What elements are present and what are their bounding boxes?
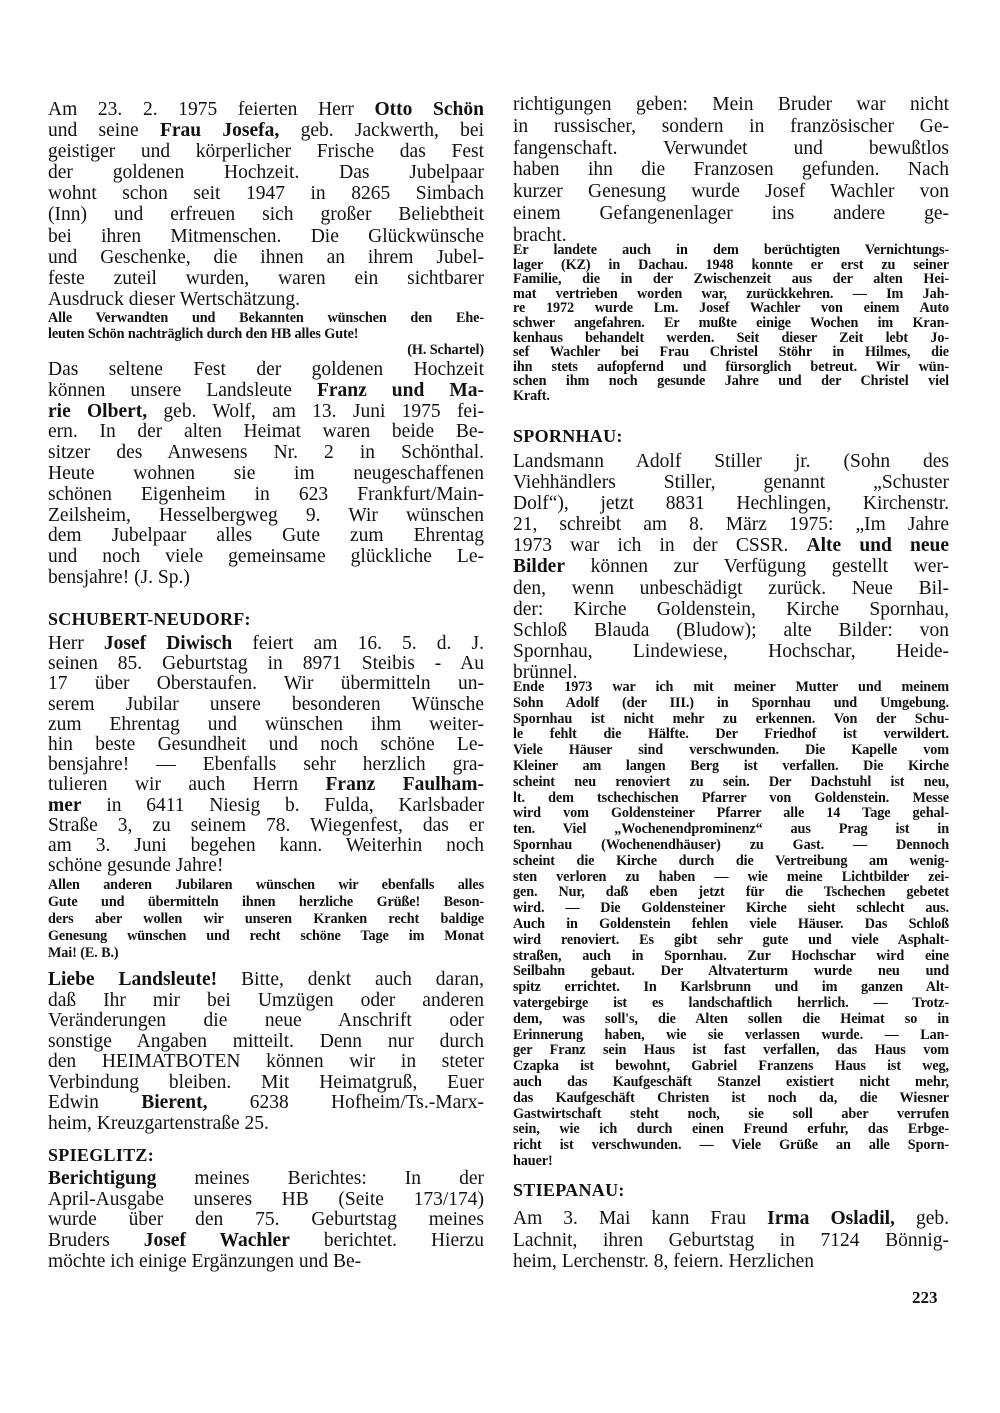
text-line: Heute wohnen sie im neugeschaffenen [48, 462, 484, 484]
text-line: Erinnerung haben, wie sie verlassen wurde. — Lan- [513, 1026, 949, 1043]
text-line: heim, Kreuzgartenstraße 25. [48, 1112, 269, 1134]
bold-name: Bierent, [141, 1092, 208, 1113]
bold-name: Frau Josefa, [159, 120, 280, 142]
text-line: das Kaufgeschäft Christen ist noch da, die Wiesner [513, 1089, 949, 1106]
text-line: tulieren wir auch Herrn Franz Faulham- [48, 774, 484, 796]
text-line: schwer angefahren. Er mußte einige Wochen im Kran- [513, 314, 949, 331]
text-line: Gute und übermitteln ihnen herzliche Grüße! Beson- [48, 894, 484, 910]
text-line: am 3. Juni begehen kann. Weiterhin noch [48, 835, 484, 857]
text-line: bensjahre! — Ebenfalls sehr herzlich gra- [48, 754, 484, 776]
text-line: Sohn Adolf (der III.) in Spornhau und Umgebung. [513, 694, 949, 711]
bold-name: Liebe Landsleute! [48, 969, 218, 990]
text-line: Alle Verwandten und Bekannten wünschen den Ehe- [48, 310, 484, 326]
paragraph-osladil-birthday [513, 1208, 949, 1273]
text-line: Lachnit, ihren Geburtstag in 7124 Bönnig- [513, 1229, 949, 1251]
text-line: haben ihn die Franzosen gefunden. Nach [513, 159, 949, 181]
text-line: zum Ehrentag und wünschen ihm weiter- [48, 713, 484, 735]
text-line: (Inn) und erfreuen sich großer Beliebtheit [48, 204, 484, 226]
text-line: schen ihm noch gesunde Jahre und der Christel viel [513, 373, 949, 390]
text-line: Viele Häuser sind verschwunden. Die Kapelle vom [513, 742, 949, 759]
text-line: Das seltene Fest der goldenen Hochzeit [48, 359, 484, 380]
text-line: wurde über den 75. Geburtstag meines [48, 1209, 484, 1231]
text-line: möchte ich einige Ergänzungen und Be- [48, 1250, 362, 1272]
bold-name: rie Olbert, [48, 400, 148, 422]
text-line: richtigungen geben: Mein Bruder war nicht [513, 94, 949, 115]
note-jubilarians [48, 877, 484, 962]
text-line: spitz errichtet. In Karlsbrunn und im ganzen Alt- [513, 979, 949, 996]
page-number: 223 [912, 1288, 938, 1307]
text-line: Spornhau ist nicht mehr zu erkennen. Von der Schu- [513, 710, 949, 727]
text-line: geistiger und körperlicher Frische das Fest [48, 141, 484, 163]
text-line: lt. dem tschechischen Pfarrer von Goldenstein. Messe [513, 789, 949, 806]
text-line: Czapka ist bewohnt, Gabriel Franzens Haus ist weg, [513, 1058, 949, 1075]
text-line: Dolf“), jetzt 8831 Hechlingen, Kirchenstr. [513, 493, 949, 515]
text-line: Schloß Blauda (Bludow); alte Bilder: von [513, 619, 949, 641]
text-line: 1973 war ich in der CSSR. Alte und neue [513, 535, 949, 557]
text-line: Familie, die in der Zwischenzeit aus der alten Hei- [513, 271, 949, 288]
text-line: straßen, auch in Spornhau. Zur Hochschar wird eine [513, 947, 949, 964]
text-line: in russischer, sondern in französischer Ge- [513, 115, 949, 137]
text-line: leuten Schön nachträglich durch den HB alles Gute! [48, 326, 359, 342]
text-line: 17 über Oberstaufen. Wir übermitteln un- [48, 673, 484, 695]
text-line: Veränderungen die neue Anschrift oder [48, 1010, 484, 1031]
text-line: Am 3. Mai kann Frau Irma Osladil, geb. [513, 1208, 950, 1229]
text-line: mer in 6411 Niesig b. Fulda, Karlsbader [48, 794, 484, 816]
text-line: sef Wachler bei Frau Christel Stöhr in Hilmes, die [513, 344, 949, 361]
bold-name: mer [48, 794, 82, 816]
text-line: feste zuteil wurden, waren ein sichtbarer [48, 267, 484, 289]
text-line: Viehhändlers Stiller, genannt „Schuster [513, 472, 949, 494]
text-line: Bilder können zur Verfügung gestellt wer- [513, 556, 949, 578]
paragraph-stiller-pictures [513, 451, 949, 683]
text-line: bei ihren Mitmenschen. Die Glückwünsche [48, 225, 484, 247]
text-line: hauer! [513, 1152, 553, 1169]
section-heading-schubert-neudorf: SCHUBERT-NEUDORF: [48, 609, 251, 629]
bold-name: Franz Faulham- [325, 774, 484, 796]
note-congratulations-schoen [48, 310, 484, 342]
text-line: richt ist verschwunden. — Viele Grüße an alle Sporn- [513, 1137, 949, 1154]
text-line: Auch in Goldenstein fehlen viele Häuser. Das Schloß [513, 915, 949, 932]
text-line: der goldenen Hochzeit. Das Jubelpaar [48, 162, 484, 184]
text-line: Er landete auch in dem berüchtigten Vernichtungs- [513, 242, 949, 258]
text-line: bensjahre! (J. Sp.) [48, 566, 190, 588]
text-line: le fehlt die Hälfte. Der Friedhof ist verwildert. [513, 726, 949, 743]
text-line: ger Franz sein Haus ist fast verfallen, das Haus vom [513, 1042, 949, 1059]
text-line: serem Jubilar unsere besonderen Wünsche [48, 693, 484, 715]
text-line: scheint neu renoviert zu sein. Der Dachstuhl ist neu, [513, 773, 949, 790]
text-line: können unsere Landsleute Franz und Ma- [48, 379, 484, 401]
text-line: Ende 1973 war ich mit meiner Mutter und meinem [513, 679, 949, 695]
text-line: auch das Kaufgeschäft Stanzel existiert nicht mehr, [513, 1073, 949, 1090]
section-heading-stiepanau: STIEPANAU: [513, 1180, 625, 1200]
bold-name: Alte und neue [806, 535, 949, 557]
text-line: Straße 3, zu seinem 78. Wiegenfest, das er [48, 814, 484, 836]
text-line: Seilbahn gebaut. Der Altvaterturm wurde neu und [513, 963, 949, 980]
text-line: Herr Josef Diwisch feiert am 16. 5. d. J. [48, 633, 484, 654]
text-line: wird vom Goldensteiner Pfarrer alle 14 Tage gehal- [513, 805, 949, 822]
section-heading-spornhau: SPORNHAU: [513, 426, 623, 446]
text-line: dem, was soll's, die Alten sollen die Heimat so in [513, 1010, 949, 1027]
bold-name: Josef Diwisch [103, 633, 233, 654]
text-line: bracht. [513, 224, 567, 246]
text-line: den HEIMATBOTEN können wir in steter [48, 1051, 484, 1072]
text-line: Verbindung bleiben. Mit Heimatgruß, Euer [48, 1071, 484, 1093]
text-line: vatergebirge ist es landschaftlich herrlich. — Trotz- [513, 994, 949, 1011]
text-line: ten. Viel „Wochenendprominenz“ aus Prag ist in [513, 821, 949, 838]
signature-schartel: (H. Schartel) [407, 342, 484, 358]
text-line: kurzer Genesung wurde Josef Wachler von [513, 181, 949, 203]
text-line: und noch viele gemeinsame glückliche Le- [48, 546, 484, 568]
text-line: einem Gefangenenlager ins andere ge- [513, 202, 949, 224]
text-line: Liebe Landsleute! Bitte, denkt auch daran, [48, 969, 484, 990]
text-line: und seine Frau Josefa, geb. Jackwerth, bei [48, 120, 484, 142]
text-line: brünnel. [513, 661, 578, 683]
note-wachler-dachau [513, 243, 949, 404]
paragraph-olbert-golden-wedding [48, 360, 484, 589]
bold-name: Franz und Ma- [316, 379, 484, 401]
text-line: Spornhau, Lindewiese, Hochschar, Heide- [513, 640, 949, 662]
paragraph-diwisch-birthday [48, 634, 484, 876]
text-line: Am 23. 2. 1975 feierten Herr Otto Schön [48, 99, 484, 120]
bold-name: Otto Schön [374, 99, 484, 120]
text-line: ders aber wollen wir unseren Kranken recht baldige [48, 911, 484, 927]
text-line: und Geschenke, die ihnen an ihrem Jubel- [48, 246, 484, 268]
text-line: wird. — Die Goldensteiner Kirche sieht schlecht aus. [513, 900, 949, 917]
text-line: Bruders Josef Wachler berichtet. Hierzu [48, 1230, 484, 1252]
text-line: 21, schreibt am 8. März 1975: „Im Jahre [513, 514, 949, 536]
bold-name: Berichtigung [48, 1168, 157, 1189]
text-line: seinen 85. Geburtstag in 8971 Steibis - Au [48, 653, 484, 675]
text-line: ihn stets aufopfernd und fürsorglich betreut. Wir wün- [513, 358, 949, 375]
text-line: Spornhau (Wochenendhäuser) zu Gast. — Dennoch [513, 836, 949, 853]
text-line: sonstige Angaben mitteilt. Denn nur durch [48, 1030, 484, 1052]
text-line: ern. In der alten Heimat waren beide Be- [48, 421, 484, 443]
text-line: Genesung wünschen und recht schöne Tage im Monat [48, 928, 484, 944]
text-line: mat vertrieben worden war, zurückkehren. — Im Jah- [513, 285, 949, 302]
text-line: schönen Eigenheim in 623 Frankfurt/Main- [48, 483, 484, 505]
text-line: sitzer des Anwesens Nr. 2 in Schönthal. [48, 442, 484, 464]
text-line: Ausdruck dieser Wertschätzung. [48, 288, 301, 310]
paragraph-liebe-landsleute [48, 970, 484, 1134]
text-line: scheint die Kirche durch die Vertreibung am wenig- [513, 852, 949, 869]
text-line: sein, wie ich durch einen Freund erfuhr, das Erbge- [513, 1121, 949, 1138]
text-line: sten verloren zu haben — wie meine Lichtbilder zei- [513, 868, 949, 885]
section-heading-spieglitz: SPIEGLITZ: [48, 1145, 155, 1165]
text-line: heim, Lerchenstr. 8, feiern. Herzlichen [513, 1251, 815, 1272]
text-line: der: Kirche Goldenstein, Kirche Spornhau, [513, 598, 949, 620]
text-line: lager (KZ) in Dachau. 1948 konnte er erst zu seiner [513, 256, 949, 273]
text-line: schöne gesunde Jahre! [48, 855, 224, 877]
text-line: dem Jubelpaar alles Gute zum Ehrentag [48, 525, 484, 547]
text-line: gen. Nur, daß eben jetzt für die Tschechen gebetet [513, 884, 949, 901]
text-line: kenhaus behandelt werden. Seit dieser Zeit lebt Jo- [513, 329, 949, 346]
text-line: hin beste Gesundheit und noch schöne Le- [48, 734, 484, 756]
text-line: Kleiner am langen Berg ist verfallen. Die Kirche [513, 757, 949, 774]
text-line: rie Olbert, geb. Wolf, am 13. Juni 1975 fei- [48, 400, 484, 422]
text-line: Edwin Bierent, 6238 Hofheim/Ts.-Marx- [48, 1092, 484, 1113]
text-line: den, wenn unbeschädigt zurück. Neue Bil- [513, 577, 949, 599]
text-line: wohnt schon seit 1947 in 8265 Simbach [48, 183, 484, 205]
text-line: Landsmann Adolf Stiller jr. (Sohn des [513, 451, 949, 472]
note-spornhau-visit [513, 680, 949, 1170]
text-line: daß Ihr mir bei Umzügen oder anderen [48, 989, 484, 1011]
bold-name: Bilder [513, 556, 565, 578]
text-line: Allen anderen Jubilaren wünschen wir ebenfalls alles [48, 877, 484, 893]
bold-name: Josef Wachler [143, 1230, 290, 1252]
text-line: Berichtigung meines Berichtes: In der [48, 1168, 484, 1189]
text-line: April-Ausgabe unseres HB (Seite 173/174) [48, 1188, 484, 1210]
paragraph-schoen-golden-wedding [48, 99, 484, 310]
text-line: Gastwirtschaft steht noch, sie soll aber verrufen [513, 1105, 949, 1122]
signature-line [48, 342, 484, 358]
bold-name: Irma Osladil, [767, 1208, 895, 1229]
text-line: Kraft. [513, 387, 550, 404]
text-line: fangenschaft. Verwundet und bewußtlos [513, 137, 949, 159]
paragraph-wachler-continued [513, 94, 949, 247]
text-line: Mai! (E. B.) [48, 945, 119, 961]
text-line: re 1972 wurde Lm. Josef Wachler von einem Auto [513, 300, 949, 317]
text-line: wird renoviert. Es gibt sehr gute und viele Asphalt- [513, 931, 949, 948]
paragraph-berichtigung [48, 1169, 484, 1273]
text-line: Zeilsheim, Hesselbergweg 9. Wir wünschen [48, 504, 484, 526]
